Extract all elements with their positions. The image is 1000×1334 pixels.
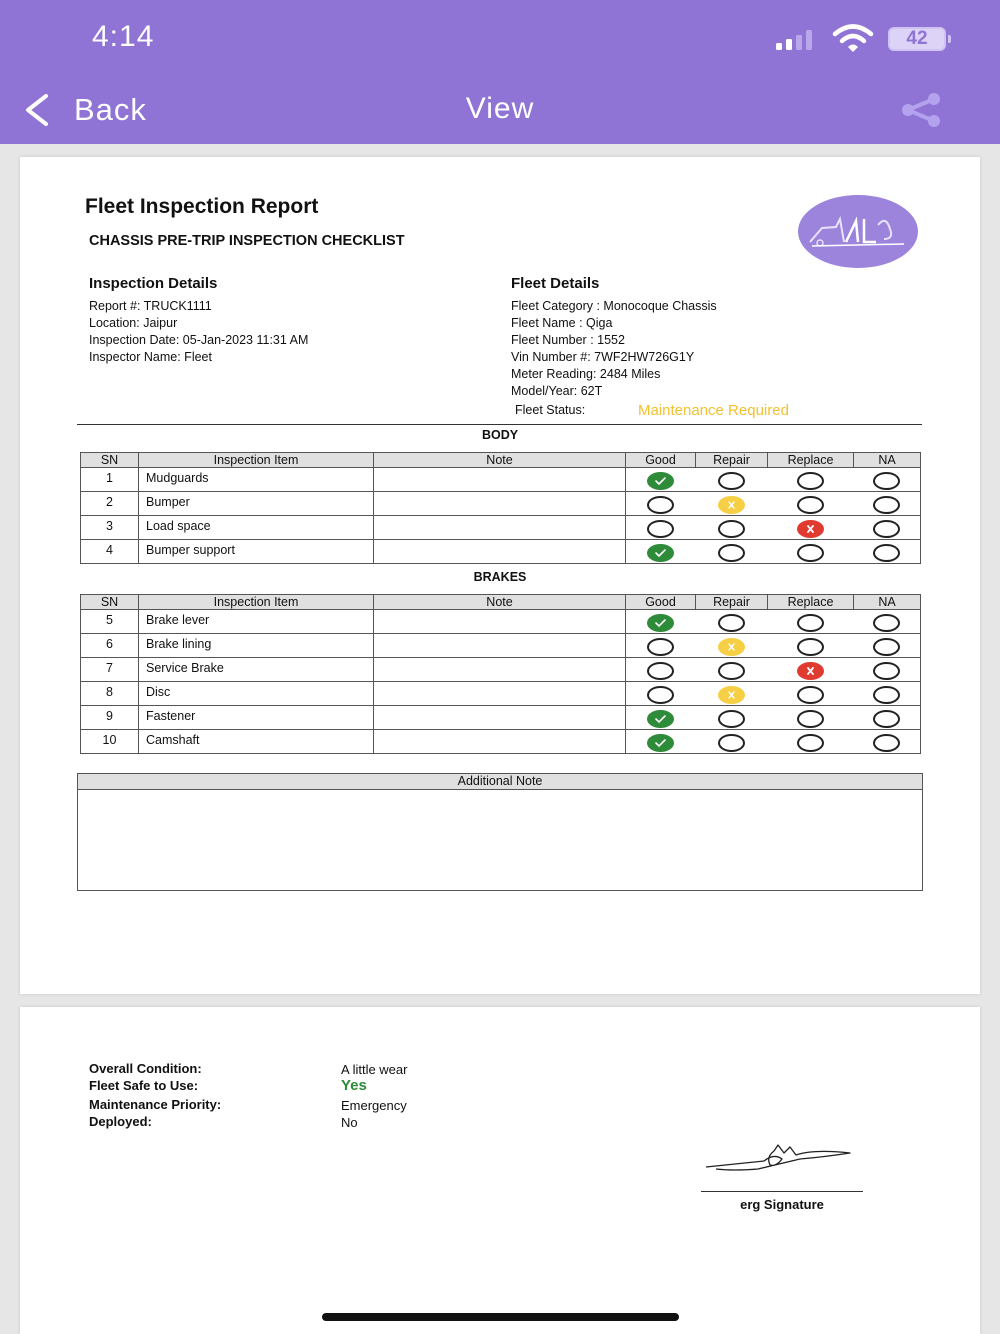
good-radio[interactable] <box>647 662 674 680</box>
column-header: Good <box>626 453 696 468</box>
row-note <box>374 730 626 754</box>
home-indicator[interactable] <box>322 1313 679 1321</box>
replace-selected-radio[interactable] <box>797 520 824 538</box>
fleet-safe-label: Fleet Safe to Use: <box>89 1078 199 1093</box>
cell-repair <box>696 610 768 634</box>
table-row <box>81 658 921 682</box>
column-header: SN <box>81 595 139 610</box>
row-note <box>374 468 626 492</box>
good-selected-radio[interactable] <box>647 472 674 490</box>
fleet-number: Fleet Number : 1552 <box>511 333 625 347</box>
model-year: Model/Year: 62T <box>511 384 603 398</box>
repair-selected-radio[interactable] <box>718 686 745 704</box>
row-note <box>374 658 626 682</box>
row-note <box>374 634 626 658</box>
cell-na <box>854 730 921 754</box>
replace-radio[interactable] <box>797 614 824 632</box>
replace-radio[interactable] <box>797 496 824 514</box>
column-header: Note <box>374 453 626 468</box>
row-note <box>374 540 626 564</box>
repair-radio[interactable] <box>718 472 745 490</box>
cell-na <box>854 468 921 492</box>
battery-icon <box>888 27 946 51</box>
repair-radio[interactable] <box>718 710 745 728</box>
fleet-status-label: Fleet Status: <box>515 403 586 417</box>
na-radio[interactable] <box>873 638 900 656</box>
nav-bar <box>0 78 1000 144</box>
row-sn: 10 <box>81 730 139 754</box>
status-bar <box>0 0 1000 78</box>
cell-good <box>626 682 696 706</box>
table-row <box>81 610 921 634</box>
table-header-row <box>81 595 921 610</box>
row-sn: 5 <box>81 610 139 634</box>
overall-condition-value: A little wear <box>341 1062 408 1077</box>
good-radio[interactable] <box>647 638 674 656</box>
good-radio[interactable] <box>647 520 674 538</box>
repair-selected-radio[interactable] <box>718 496 745 514</box>
row-sn: 3 <box>81 516 139 540</box>
cell-replace <box>768 492 854 516</box>
column-header: Note <box>374 595 626 610</box>
cell-replace <box>768 730 854 754</box>
fleet-name: Fleet Name : Qiga <box>511 316 613 330</box>
cell-na <box>854 492 921 516</box>
row-note <box>374 492 626 516</box>
row-sn: 6 <box>81 634 139 658</box>
row-inspection-item: Service Brake <box>139 658 374 682</box>
column-header: Inspection Item <box>139 453 374 468</box>
checklist-table-body <box>80 452 921 564</box>
row-note <box>374 516 626 540</box>
row-note <box>374 706 626 730</box>
row-sn: 7 <box>81 658 139 682</box>
cell-good <box>626 540 696 564</box>
maintenance-priority-label: Maintenance Priority: <box>89 1097 222 1112</box>
x-mark-icon <box>720 688 743 702</box>
table-row <box>81 468 921 492</box>
fleet-status-value: Maintenance Required <box>638 402 789 419</box>
column-header: Good <box>626 595 696 610</box>
cell-replace <box>768 540 854 564</box>
row-inspection-item: Fastener <box>139 706 374 730</box>
replace-radio[interactable] <box>797 544 824 562</box>
replace-radio[interactable] <box>797 638 824 656</box>
column-header: Replace <box>768 595 854 610</box>
replace-radio[interactable] <box>797 734 824 752</box>
back-label: Back <box>74 92 147 127</box>
table-header-row <box>81 453 921 468</box>
row-sn: 4 <box>81 540 139 564</box>
good-selected-radio[interactable] <box>647 544 674 562</box>
table-row <box>81 492 921 516</box>
na-radio[interactable] <box>873 520 900 538</box>
wifi-icon <box>832 24 874 52</box>
cell-na <box>854 634 921 658</box>
replace-selected-radio[interactable] <box>797 662 824 680</box>
inspection-date: Inspection Date: 05-Jan-2023 11:31 AM <box>89 333 309 347</box>
maintenance-priority-value: Emergency <box>341 1098 407 1113</box>
na-radio[interactable] <box>873 472 900 490</box>
fleet-safe-value: Yes <box>341 1077 367 1094</box>
checkmark-icon <box>649 616 672 630</box>
repair-selected-radio[interactable] <box>718 638 745 656</box>
cell-repair <box>696 658 768 682</box>
row-inspection-item: Load space <box>139 516 374 540</box>
deployed-value: No <box>341 1115 358 1130</box>
row-inspection-item: Mudguards <box>139 468 374 492</box>
divider <box>77 424 922 425</box>
table-row <box>81 682 921 706</box>
inspector-name: Inspector Name: Fleet <box>89 350 212 364</box>
cell-na <box>854 610 921 634</box>
cell-na <box>854 706 921 730</box>
repair-radio[interactable] <box>718 544 745 562</box>
cell-good <box>626 492 696 516</box>
inspection-details-heading: Inspection Details <box>89 275 218 292</box>
row-sn: 8 <box>81 682 139 706</box>
battery-nub <box>948 35 951 43</box>
overall-condition-label: Overall Condition: <box>89 1061 202 1076</box>
cell-replace <box>768 634 854 658</box>
truck-logo-icon <box>798 195 918 268</box>
na-radio[interactable] <box>873 686 900 704</box>
cell-repair <box>696 516 768 540</box>
report-number: Report #: TRUCK1111 <box>89 299 212 313</box>
table-row <box>81 516 921 540</box>
cell-replace <box>768 468 854 492</box>
cell-repair <box>696 540 768 564</box>
cell-good <box>626 634 696 658</box>
repair-radio[interactable] <box>718 662 745 680</box>
deployed-label: Deployed: <box>89 1114 152 1129</box>
checkmark-icon <box>649 736 672 750</box>
cellular-signal-icon <box>776 30 820 50</box>
row-note <box>374 682 626 706</box>
report-title: Fleet Inspection Report <box>85 195 319 218</box>
good-radio[interactable] <box>647 686 674 704</box>
cell-good <box>626 516 696 540</box>
table-row <box>81 540 921 564</box>
column-header: NA <box>854 595 921 610</box>
x-mark-icon <box>720 640 743 654</box>
cell-repair <box>696 682 768 706</box>
cell-replace <box>768 610 854 634</box>
table-row <box>81 706 921 730</box>
section-title-brakes: BRAKES <box>473 570 527 584</box>
na-radio[interactable] <box>873 544 900 562</box>
replace-radio[interactable] <box>797 686 824 704</box>
cell-repair <box>696 634 768 658</box>
report-subtitle: CHASSIS PRE-TRIP INSPECTION CHECKLIST <box>89 233 405 249</box>
cell-replace <box>768 658 854 682</box>
cell-repair <box>696 706 768 730</box>
meter-reading: Meter Reading: 2484 Miles <box>511 367 661 381</box>
checkmark-icon <box>649 474 672 488</box>
good-selected-radio[interactable] <box>647 710 674 728</box>
row-sn: 1 <box>81 468 139 492</box>
report-page-1 <box>20 157 980 994</box>
row-inspection-item: Bumper support <box>139 540 374 564</box>
repair-radio[interactable] <box>718 734 745 752</box>
na-radio[interactable] <box>873 662 900 680</box>
additional-note-text <box>78 790 922 798</box>
cell-repair <box>696 468 768 492</box>
signature-image <box>704 1141 854 1181</box>
page-title: View <box>465 92 535 125</box>
row-inspection-item: Brake lining <box>139 634 374 658</box>
na-radio[interactable] <box>873 496 900 514</box>
good-selected-radio[interactable] <box>647 614 674 632</box>
row-note <box>374 610 626 634</box>
additional-note-box <box>77 773 923 891</box>
checklist-table-brakes <box>80 594 921 754</box>
cell-good <box>626 468 696 492</box>
cell-good <box>626 730 696 754</box>
section-title-body: BODY <box>481 428 519 442</box>
replace-radio[interactable] <box>797 472 824 490</box>
fleet-details-heading: Fleet Details <box>511 275 600 292</box>
na-radio[interactable] <box>873 614 900 632</box>
row-sn: 2 <box>81 492 139 516</box>
column-header: NA <box>854 453 921 468</box>
cell-replace <box>768 706 854 730</box>
cell-na <box>854 658 921 682</box>
battery-level: 42 <box>906 28 928 49</box>
cell-replace <box>768 516 854 540</box>
status-time: 4:14 <box>92 20 155 53</box>
cell-good <box>626 658 696 682</box>
cell-na <box>854 540 921 564</box>
column-header: SN <box>81 453 139 468</box>
cell-na <box>854 516 921 540</box>
checkmark-icon <box>649 712 672 726</box>
additional-note-label: Additional Note <box>78 774 922 790</box>
table-row <box>81 634 921 658</box>
row-inspection-item: Disc <box>139 682 374 706</box>
signature-line <box>701 1191 863 1192</box>
column-header: Repair <box>696 453 768 468</box>
repair-radio[interactable] <box>718 520 745 538</box>
cell-repair <box>696 492 768 516</box>
x-mark-icon <box>720 498 743 512</box>
fleet-category: Fleet Category : Monocoque Chassis <box>511 299 717 313</box>
location: Location: Jaipur <box>89 316 178 330</box>
row-sn: 9 <box>81 706 139 730</box>
row-inspection-item: Bumper <box>139 492 374 516</box>
na-radio[interactable] <box>873 734 900 752</box>
checkmark-icon <box>649 546 672 560</box>
report-page-2 <box>20 1007 980 1334</box>
na-radio[interactable] <box>873 710 900 728</box>
x-mark-icon <box>799 664 822 678</box>
good-selected-radio[interactable] <box>647 734 674 752</box>
vin-number: Vin Number #: 7WF2HW726G1Y <box>511 350 695 364</box>
repair-radio[interactable] <box>718 614 745 632</box>
x-mark-icon <box>799 522 822 536</box>
table-row <box>81 730 921 754</box>
cell-good <box>626 610 696 634</box>
replace-radio[interactable] <box>797 710 824 728</box>
cell-repair <box>696 730 768 754</box>
good-radio[interactable] <box>647 496 674 514</box>
cell-na <box>854 682 921 706</box>
signature-label: erg Signature <box>740 1197 824 1212</box>
cell-good <box>626 706 696 730</box>
share-icon[interactable] <box>898 92 944 128</box>
column-header: Inspection Item <box>139 595 374 610</box>
cell-replace <box>768 682 854 706</box>
column-header: Repair <box>696 595 768 610</box>
company-logo <box>798 195 918 268</box>
column-header: Replace <box>768 453 854 468</box>
row-inspection-item: Camshaft <box>139 730 374 754</box>
row-inspection-item: Brake lever <box>139 610 374 634</box>
